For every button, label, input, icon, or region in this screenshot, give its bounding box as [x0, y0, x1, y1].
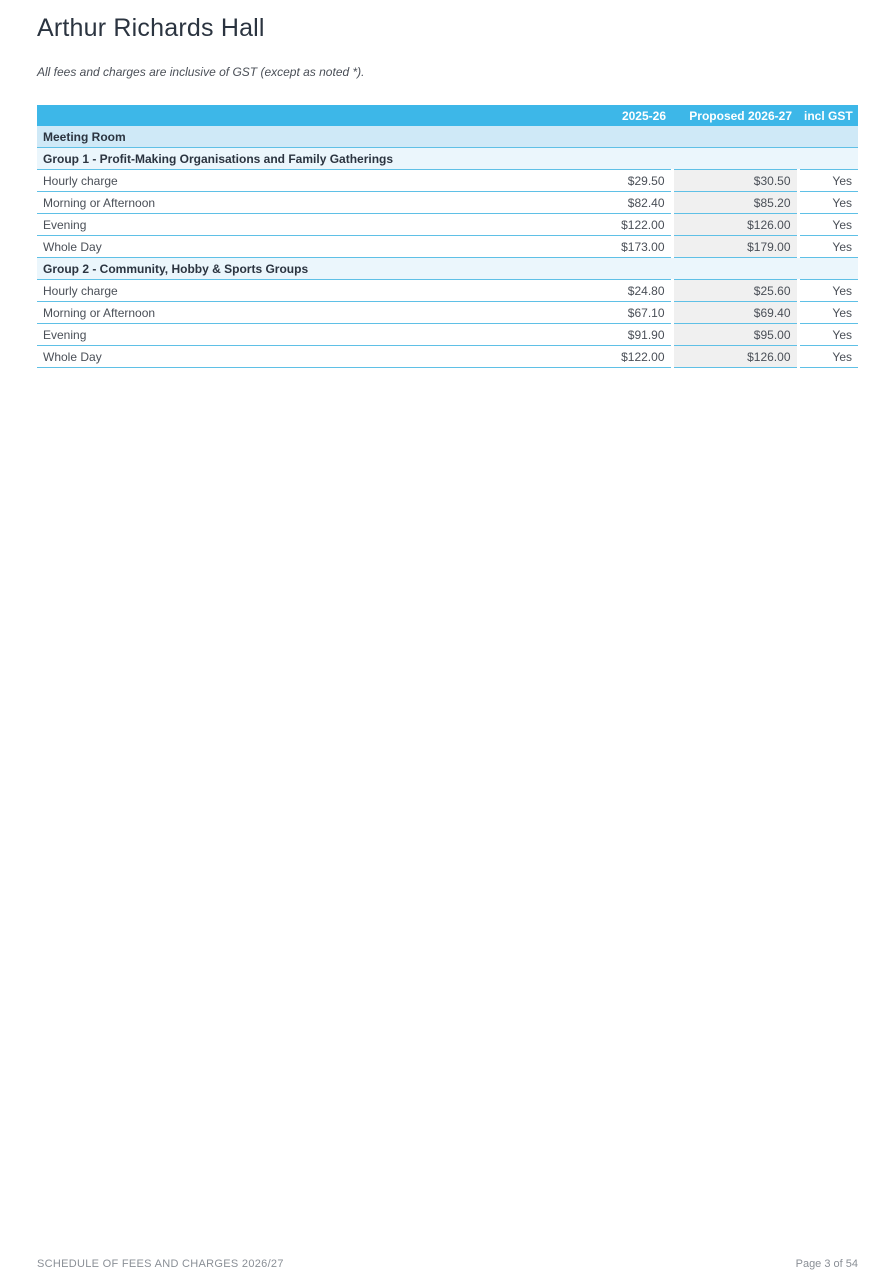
row-current: $91.90 — [572, 324, 672, 346]
row-current: $173.00 — [572, 236, 672, 258]
row-current: $67.10 — [572, 302, 672, 324]
page-title: Arthur Richards Hall — [37, 14, 265, 42]
section-label: Meeting Room — [37, 126, 858, 148]
row-current: $122.00 — [572, 214, 672, 236]
row-proposed: $69.40 — [672, 302, 798, 324]
row-current: $24.80 — [572, 280, 672, 302]
row-current: $29.50 — [572, 170, 672, 192]
fees-table — [37, 105, 858, 368]
table-row — [37, 170, 858, 192]
row-gst: Yes — [798, 324, 858, 346]
footer-document-title: SCHEDULE OF FEES AND CHARGES 2026/27 — [37, 1258, 284, 1270]
row-item: Whole Day — [37, 236, 572, 258]
page-subtitle: All fees and charges are inclusive of GST (except as noted *). — [37, 65, 365, 79]
table-row — [37, 302, 858, 324]
group-label: Group 1 - Profit-Making Organisations and Family Gatherings — [37, 148, 858, 170]
row-proposed: $95.00 — [672, 324, 798, 346]
row-item: Evening — [37, 324, 572, 346]
table-row — [37, 280, 858, 302]
row-item: Morning or Afternoon — [37, 302, 572, 324]
row-gst: Yes — [798, 280, 858, 302]
row-item: Morning or Afternoon — [37, 192, 572, 214]
row-gst: Yes — [798, 192, 858, 214]
table-header-row — [37, 105, 858, 126]
row-proposed: $25.60 — [672, 280, 798, 302]
row-item: Hourly charge — [37, 170, 572, 192]
row-proposed: $126.00 — [672, 346, 798, 368]
table-row — [37, 236, 858, 258]
group-row — [37, 148, 858, 170]
row-item: Evening — [37, 214, 572, 236]
row-proposed: $30.50 — [672, 170, 798, 192]
table-row — [37, 346, 858, 368]
row-gst: Yes — [798, 302, 858, 324]
row-item: Whole Day — [37, 346, 572, 368]
table-row — [37, 214, 858, 236]
group-row — [37, 258, 858, 280]
group-label: Group 2 - Community, Hobby & Sports Groups — [37, 258, 858, 280]
row-current: $122.00 — [572, 346, 672, 368]
table-row — [37, 324, 858, 346]
header-description — [37, 105, 572, 126]
section-row — [37, 126, 858, 148]
row-gst: Yes — [798, 346, 858, 368]
footer-page-number: Page 3 of 54 — [795, 1258, 858, 1270]
row-gst: Yes — [798, 170, 858, 192]
row-gst: Yes — [798, 236, 858, 258]
header-current-year: 2025-26 — [572, 105, 672, 126]
row-proposed: $126.00 — [672, 214, 798, 236]
row-gst: Yes — [798, 214, 858, 236]
row-proposed: $179.00 — [672, 236, 798, 258]
header-proposed-year: Proposed 2026-27 — [672, 105, 798, 126]
row-item: Hourly charge — [37, 280, 572, 302]
header-incl-gst: incl GST — [798, 105, 858, 126]
table-row — [37, 192, 858, 214]
row-current: $82.40 — [572, 192, 672, 214]
row-proposed: $85.20 — [672, 192, 798, 214]
